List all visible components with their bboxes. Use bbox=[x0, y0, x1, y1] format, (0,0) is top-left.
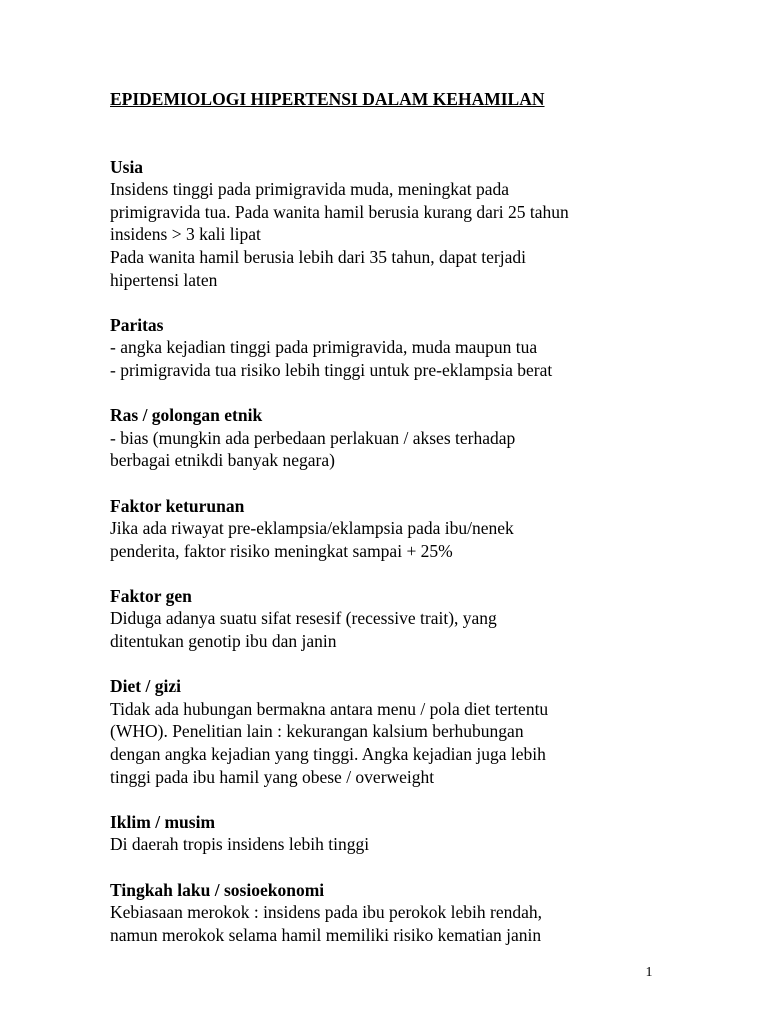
paragraph-line: ditentukan genotip ibu dan janin bbox=[110, 631, 337, 652]
section-heading: Tingkah laku / sosioekonomi bbox=[110, 879, 325, 900]
section-usia bbox=[110, 156, 730, 292]
page-number: 1 bbox=[645, 965, 653, 980]
paragraph-line: primigravida tua. Pada wanita hamil berusia kurang dari 25 tahun bbox=[110, 201, 569, 222]
paragraph-line: - bias (mungkin ada perbedaan perlakuan / akses terhadap bbox=[110, 427, 516, 448]
paragraph-line: Kebiasaan merokok : insidens pada ibu perokok lebih rendah, bbox=[110, 902, 543, 923]
paragraph-line: Pada wanita hamil berusia lebih dari 35 tahun, dapat terjadi bbox=[110, 246, 526, 267]
section-heading: Ras / golongan etnik bbox=[110, 405, 263, 426]
paragraph-line: penderita, faktor risiko meningkat sampai + 25% bbox=[110, 540, 453, 561]
document-title: EPIDEMIOLOGI HIPERTENSI DALAM KEHAMILAN bbox=[110, 89, 545, 109]
paragraph-line: insidens > 3 kali lipat bbox=[110, 224, 261, 245]
section-heading: Diet / gizi bbox=[110, 676, 181, 697]
section-heading: Faktor keturunan bbox=[110, 495, 245, 516]
paragraph-line: (WHO). Penelitian lain : kekurangan kalsium berhubungan bbox=[110, 721, 524, 742]
section-paritas bbox=[110, 314, 730, 382]
paragraph-line: Jika ada riwayat pre-eklampsia/eklampsia pada ibu/nenek bbox=[110, 518, 514, 539]
section-heading: Faktor gen bbox=[110, 585, 192, 606]
paragraph-line: Diduga adanya suatu sifat resesif (recessive trait), yang bbox=[110, 608, 497, 629]
section-heading: Usia bbox=[110, 156, 144, 177]
paragraph-line: Di daerah tropis insidens lebih tinggi bbox=[110, 834, 370, 855]
paragraph-line: - angka kejadian tinggi pada primigravida, muda maupun tua bbox=[110, 337, 538, 358]
paragraph-line: Insidens tinggi pada primigravida muda, meningkat pada bbox=[110, 179, 509, 200]
section-faktor-keturunan bbox=[110, 495, 730, 563]
document-page bbox=[110, 88, 730, 969]
paragraph-line: dengan angka kejadian yang tinggi. Angka kejadian juga lebih bbox=[110, 744, 546, 765]
section-heading: Paritas bbox=[110, 314, 164, 335]
paragraph-line: tinggi pada ibu hamil yang obese / overweight bbox=[110, 766, 435, 787]
paragraph-line: hipertensi laten bbox=[110, 269, 218, 290]
paragraph-line: Tidak ada hubungan bermakna antara menu / pola diet tertentu bbox=[110, 698, 549, 719]
section-iklim-musim bbox=[110, 811, 730, 856]
section-diet-gizi bbox=[110, 675, 730, 788]
section-heading: Iklim / musim bbox=[110, 811, 216, 832]
paragraph-line: berbagai etnikdi banyak negara) bbox=[110, 450, 335, 471]
section-faktor-gen bbox=[110, 585, 730, 653]
section-tingkah-laku-sosioekonomi bbox=[110, 879, 730, 947]
section-ras-golongan-etnik bbox=[110, 404, 730, 472]
paragraph-line: namun merokok selama hamil memiliki risiko kematian janin bbox=[110, 924, 542, 945]
paragraph-line: - primigravida tua risiko lebih tinggi untuk pre-eklampsia berat bbox=[110, 359, 553, 380]
